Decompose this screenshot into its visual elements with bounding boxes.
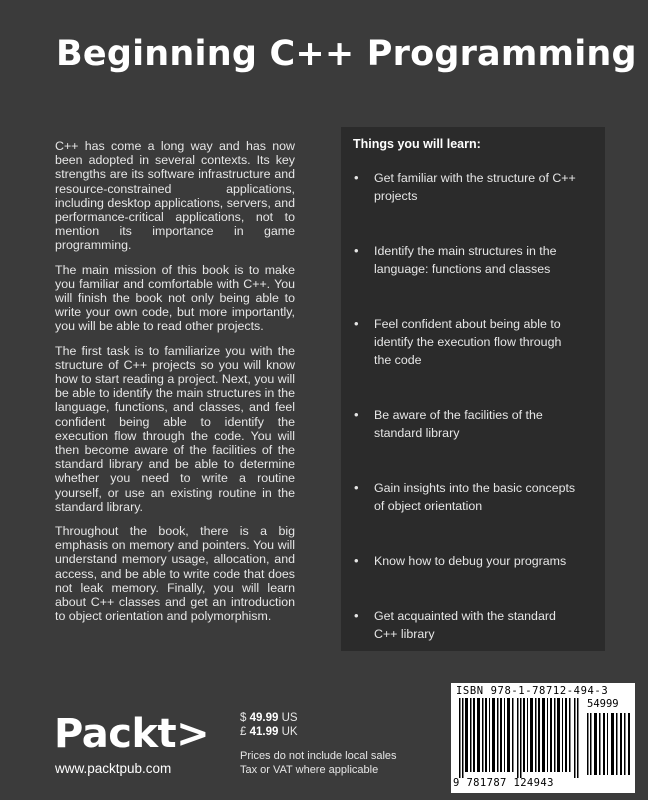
tax-note [240,749,410,777]
bullet-icon: • [354,480,359,495]
description-paragraph: The first task is to familiarize you with the structure of C++ projects so you will know how to start reading a project. Next, you will be able to identify the main structures in the language, functions, and classes, and feel confident being able to identify the execution flow through the code. You will then become aware of the facilities of the standard library and be able to determine whether you need to write a routine yourself, or use an existing routine in the standard library. [55,343,295,514]
learning-item-text: Get acquainted with the standard C++ library [374,609,556,641]
bullet-icon: • [354,608,359,623]
learning-item-text: Be aware of the facilities of the standard library [374,408,543,440]
price-amount: 41.99 [249,726,279,738]
learning-heading: Things you will learn: [353,137,481,151]
learning-item-text: Feel confident about being able to identify the execution flow through the code [374,317,562,367]
learning-item-text: Gain insights into the basic concepts of object orientation [374,481,576,513]
description-paragraph: Throughout the book, there is a big emphasis on memory and pointers. You will understand memory usage, allocation, and access, and be able to write code that does not leak memory. Finally, you will learn about C++ classes and get an introduction to object orientation and polymorphism. [55,524,295,624]
bullet-icon: • [354,243,359,258]
price-us [240,711,298,725]
barcode-icon [459,698,583,778]
packt-logo: Packt> [54,711,210,757]
tax-note-line: Prices do not include local sales [240,750,397,762]
learning-item-text: Know how to debug your programs [374,554,567,568]
learning-item-text: Identify the main structures in the language: functions and classes [374,244,557,276]
currency-label: US [278,712,298,724]
currency-symbol: $ [240,712,250,724]
price-code: 54999 [587,698,619,710]
tax-note-line: Tax or VAT where applicable [240,764,379,776]
description-paragraph: The main mission of this book is to make you familiar and comfortable with C++. You will finish the book not only being able to write your own code, but more importantly, you will be able to read other projects. [55,262,295,334]
learning-item-text: Get familiar with the structure of C++ projects [374,171,576,203]
price-amount: 49.99 [249,712,279,724]
publisher-url[interactable]: www.packtpub.com [55,761,172,776]
bullet-icon: • [354,316,359,331]
isbn-barcode [451,683,635,793]
price-uk [240,725,298,739]
learning-panel [341,127,605,651]
currency-label: UK [278,726,298,738]
isbn-text: ISBN 978-1-78712-494-3 [456,685,609,697]
barcode-digits: 9 781787 124943 [453,777,554,789]
currency-symbol: £ [240,726,250,738]
bullet-icon: • [354,170,359,185]
price-barcode-icon [587,713,631,775]
bullet-icon: • [354,407,359,422]
book-description [55,139,295,634]
price-list [240,711,298,739]
bullet-icon: • [354,553,359,568]
book-title: Beginning C++ Programming [56,34,637,74]
description-paragraph: C++ has come a long way and has now been adopted in several contexts. Its key strengths are its software infrastructure and resource-constrained applications, including desktop applications, servers, and performance-critical applications, not to mention its importance in game programming. [55,139,295,253]
